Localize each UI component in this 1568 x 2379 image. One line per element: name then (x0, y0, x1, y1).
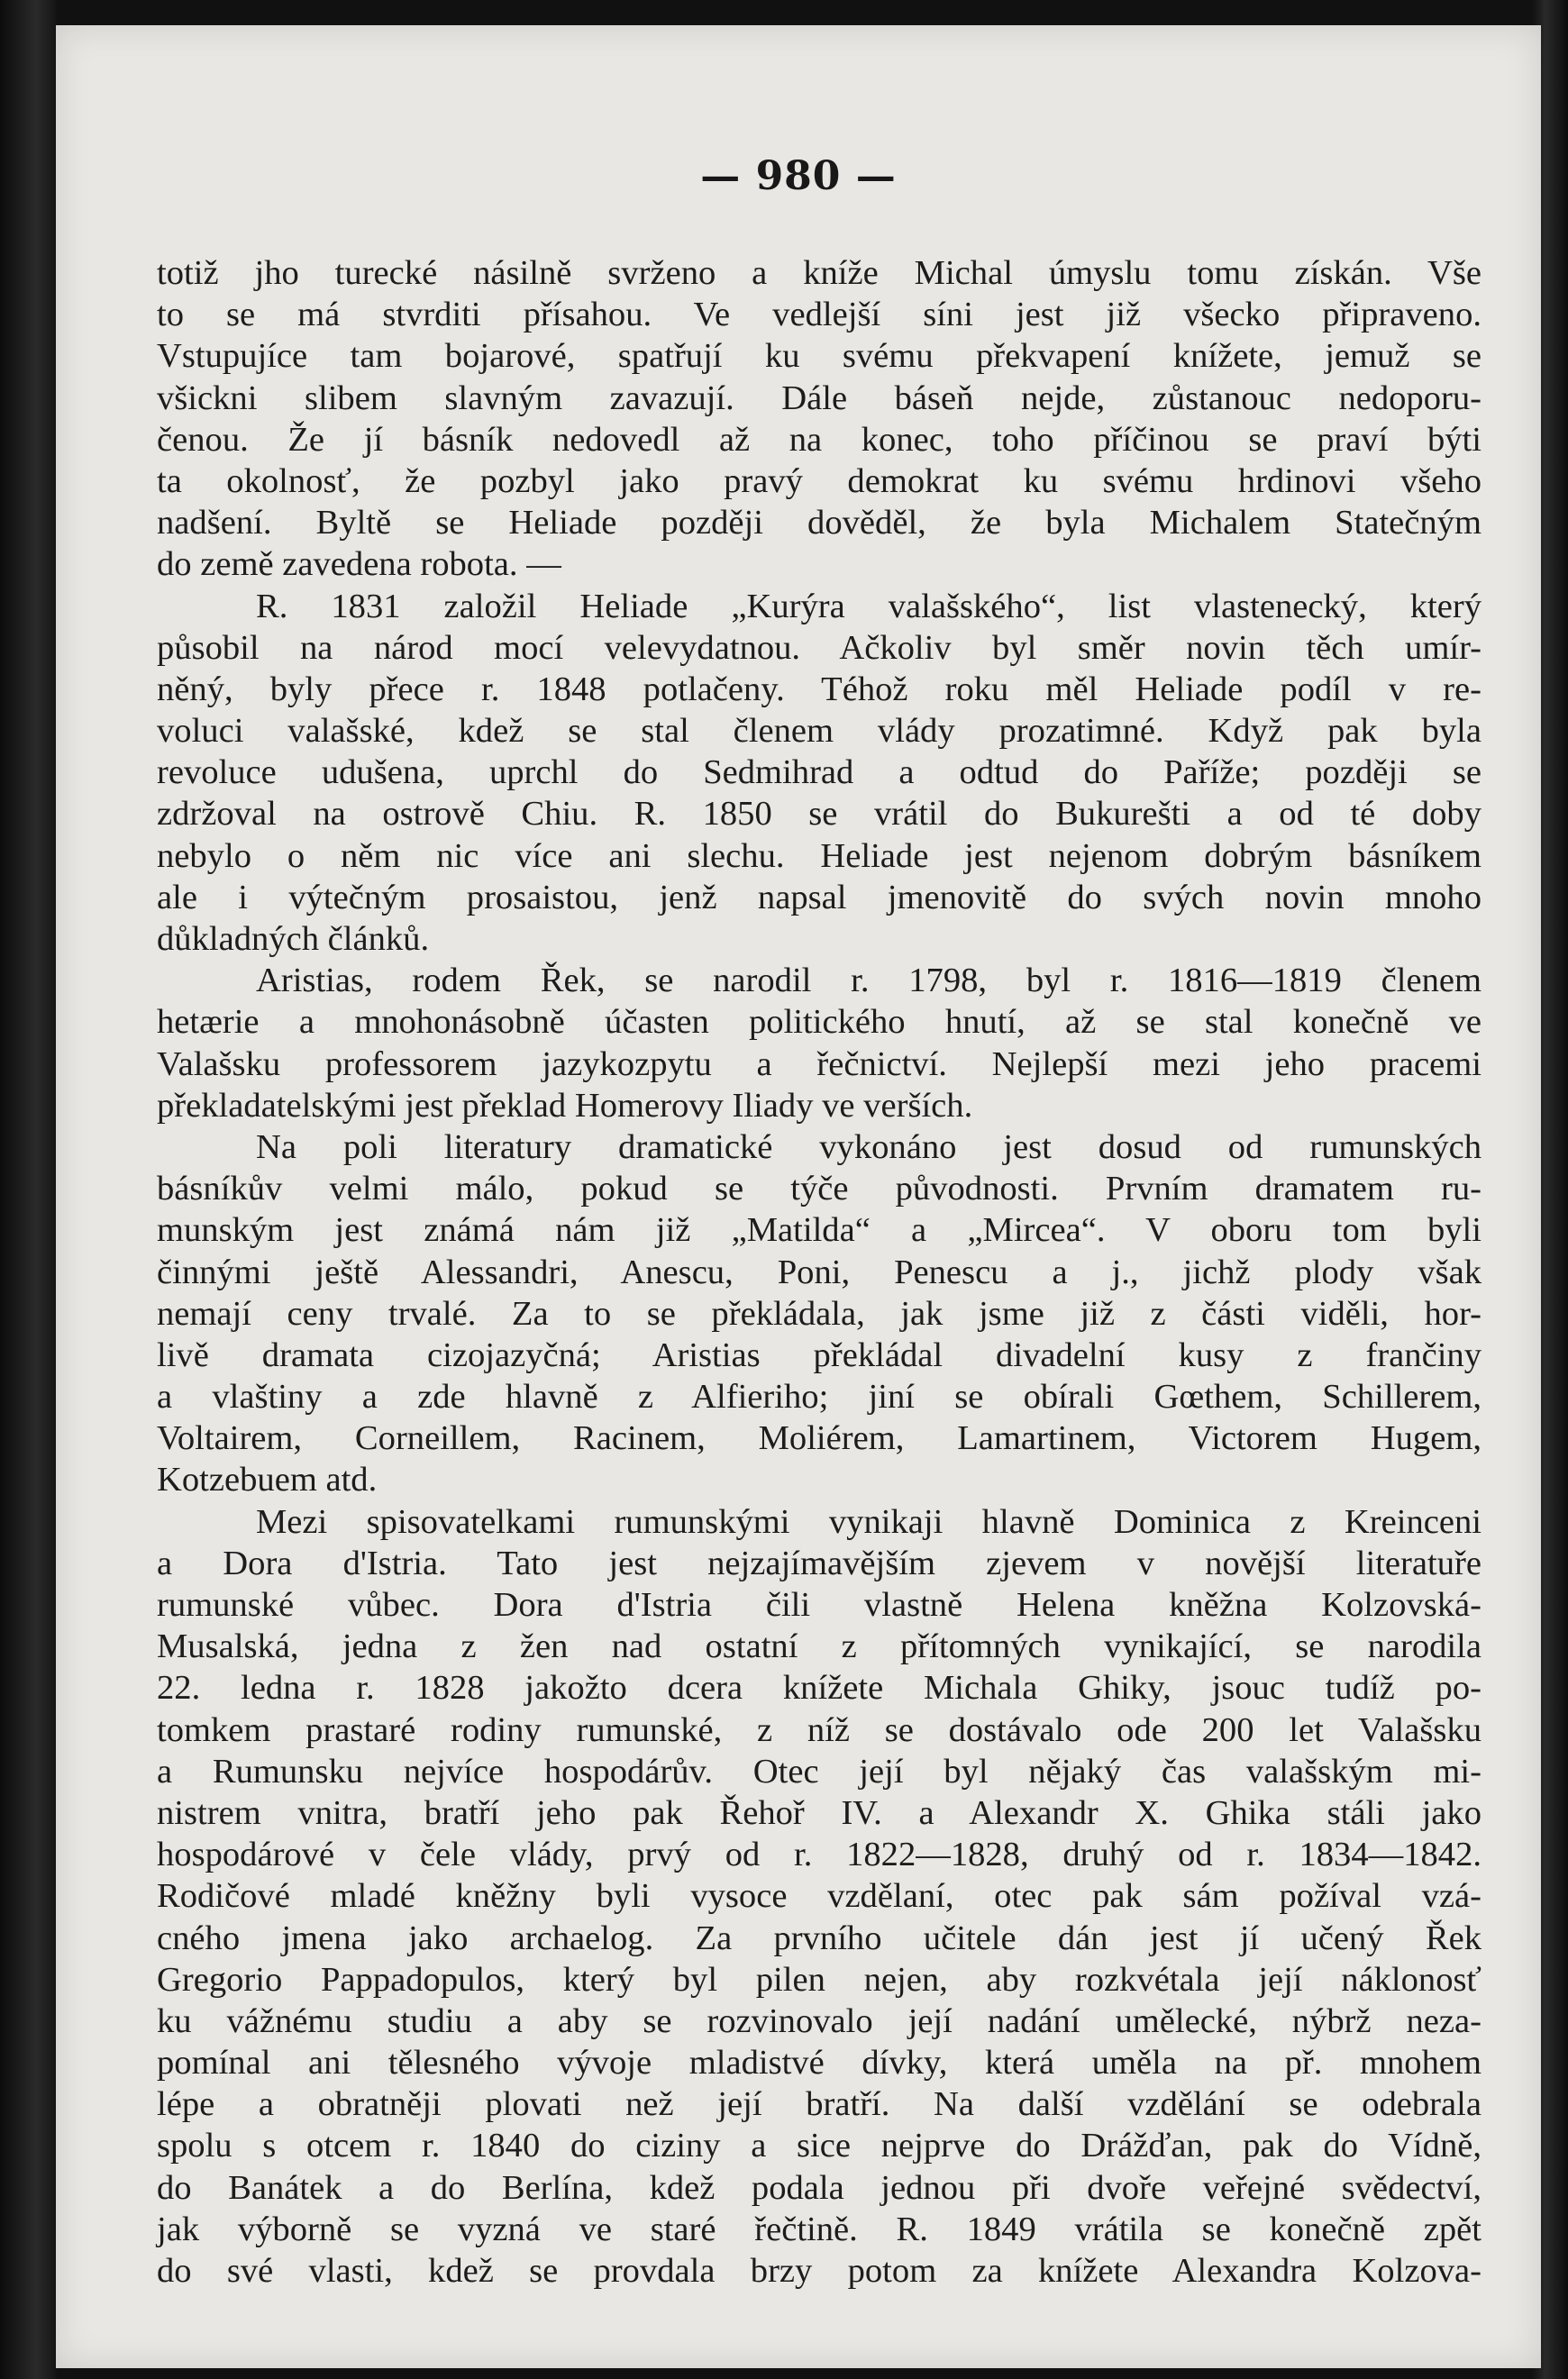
text-line: nebylo o něm nic více ani slechu. Heliade jest nejenom dobrým básníkem (157, 836, 1481, 875)
text-line: do země zavedena robota. — (157, 545, 561, 584)
text-line: Musalská, jedna z žen nad ostatní z přítomných vynikající, se narodila (157, 1627, 1481, 1666)
text-line: tomkem prastaré rodiny rumunské, z níž se dostávalo ode 200 let Valašsku (157, 1710, 1481, 1749)
text-line: Valašsku professorem jazykozpytu a řečnictví. Nejlepší mezi jeho pracemi (157, 1044, 1481, 1083)
text-line: jak výborně se vyzná ve staré řečtině. R. 1849 vrátila se konečně zpět (157, 2210, 1481, 2248)
text-line: ale i výtečným prosaistou, jenž napsal jmenovitě do svých novin mnoho (157, 878, 1481, 916)
text-line: nadšení. Byltě se Heliade později dověděl, že byla Michalem Statečným (157, 504, 1481, 542)
text-line: munským jest známá nám již „Matilda“ a „Mircea“. V oboru tom byli (157, 1211, 1481, 1250)
text-line: R. 1831 založil Heliade „Kurýra valašského“, list vlastenecký, který (256, 587, 1481, 625)
text-line: něný, byly přece r. 1848 potlačeny. Téhož roku měl Heliade podíl v re- (157, 670, 1481, 708)
page-number: — 980 — (700, 153, 897, 199)
text-line: totiž jho turecké násilně svrženo a kníže Michal úmyslu tomu získán. Vše (157, 254, 1481, 292)
text-line: Aristias, rodem Řek, se narodil r. 1798, byl r. 1816—1819 členem (256, 962, 1481, 1000)
text-line: překladatelskými jest překlad Homerovy Iliady ve verších. (157, 1086, 973, 1125)
text-line: revoluce udušena, uprchl do Sedmihrad a odtud do Paříže; později se (157, 753, 1481, 792)
text-line: hetærie a mnohonásobně účasten politického hnutí, až se stal konečně ve (157, 1003, 1481, 1042)
text-line: hospodárové v čele vlády, prvý od r. 1822—1828, druhý od r. 1834—1842. (157, 1836, 1481, 1874)
text-line: a vlaštiny a zde hlavně z Alfieriho; jiní se obírali Gœthem, Schillerem, (157, 1378, 1481, 1417)
text-line: důkladných článků. (157, 920, 430, 958)
text-line: Kotzebuem atd. (157, 1461, 378, 1499)
text-line: nemají ceny trvalé. Za to se překládala, jak jsme již z části viděli, hor- (157, 1294, 1481, 1333)
text-line: do své vlasti, kdež se provdala brzy potom za knížete Alexandra Kolzova- (157, 2252, 1481, 2290)
text-line: zdržoval na ostrově Chiu. R. 1850 se vrátil do Bukurešti a od té doby (157, 795, 1481, 834)
text-line: Mezi spisovatelkami rumunskými vynikaji hlavně Dominica z Kreinceni (256, 1502, 1481, 1541)
text-line: Rodičové mladé kněžny byli vysoce vzdělaní, otec pak sám požíval vzá- (157, 1877, 1481, 1916)
text-line: čenou. Že jí básník nedovedl až na konec, toho příčinou se praví býti (157, 420, 1481, 459)
text-line: livě dramata cizojazyčná; Aristias překládal divadelní kusy z frančiny (157, 1335, 1481, 1374)
book-page (56, 25, 1541, 2368)
text-line: všickni slibem slavným zavazují. Dále báseň nejde, zůstanouc nedoporu- (157, 378, 1481, 417)
text-line: a Rumunsku nejvíce hospodárův. Otec její byl nějaký čas valašským mi- (157, 1752, 1481, 1791)
text-line: pomínal ani tělesného vývoje mladistvé dívky, která uměla na př. mnohem (157, 2044, 1481, 2083)
text-line: ku vážnému studiu a aby se rozvinovalo její nadání umělecké, nýbrž neza- (157, 2001, 1481, 2040)
text-line: Gregorio Pappadopulos, který byl pilen nejen, aby rozkvétala její náklonosť (157, 1960, 1481, 1999)
text-line: činnými ještě Alessandri, Anescu, Poni, Penescu a j., jichž plody však (157, 1253, 1481, 1291)
text-line: nistrem vnitra, bratří jeho pak Řehoř IV. a Alexandr X. Ghika stáli jako (157, 1793, 1481, 1832)
text-line: voluci valašské, kdež se stal členem vlády prozatimné. Když pak byla (157, 712, 1481, 751)
text-line: působil na národ mocí velevydatnou. Ačkoliv byl směr novin těch umír- (157, 628, 1481, 667)
text-line: ta okolnosť, že pozbyl jako pravý demokrat ku svému hrdinovi všeho (157, 461, 1481, 500)
body-text (157, 252, 1481, 2292)
text-line: rumunské vůbec. Dora d'Istria čili vlastně Helena kněžna Kolzovská- (157, 1586, 1481, 1624)
text-line: cného jmena jako archaelog. Za prvního učitele dán jest jí učený Řek (157, 1919, 1481, 1957)
text-line: spolu s otcem r. 1840 do ciziny a sice nejprve do Drážďan, pak do Vídně, (157, 2127, 1481, 2165)
text-line: a Dora d'Istria. Tato jest nejzajímavějším zjevem v novější literatuře (157, 1544, 1481, 1582)
text-line: 22. ledna r. 1828 jakožto dcera knížete Michala Ghiky, jsouc tudíž po- (157, 1669, 1481, 1708)
text-line: Voltairem, Corneillem, Racinem, Moliérem, Lamartinem, Victorem Hugem, (157, 1419, 1481, 1458)
text-line: Vstupujíce tam bojarové, spatřují ku svému překvapení knížete, jemuž se (157, 337, 1481, 376)
text-line: to se má stvrditi přísahou. Ve vedlejší síni jest již všecko připraveno. (157, 296, 1481, 334)
text-line: Na poli literatury dramatické vykonáno jest dosud od rumunských (256, 1127, 1481, 1166)
text-line: do Banátek a do Berlína, kdež podala jednou při dvoře veřejné svědectví, (157, 2168, 1481, 2207)
text-line: básníkův velmi málo, pokud se týče původnosti. Prvním dramatem ru- (157, 1170, 1481, 1208)
text-line: lépe a obratněji plovati než její bratří. Na další vzdělání se odebrala (157, 2085, 1481, 2124)
